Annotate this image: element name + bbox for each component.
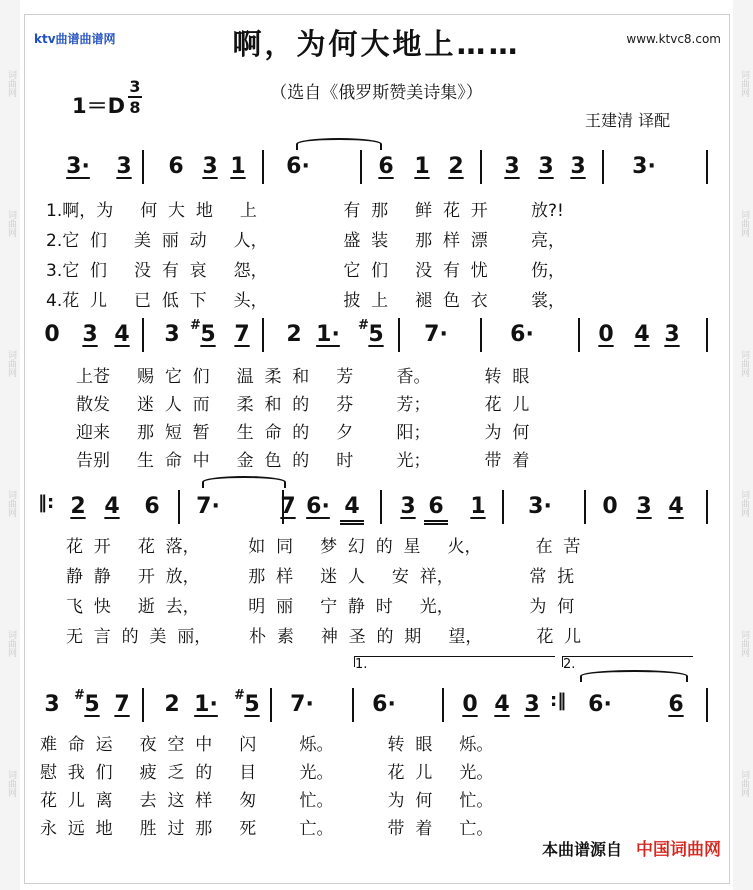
note: 3 [82, 322, 98, 347]
bar-line [602, 150, 604, 184]
note: 5 [84, 692, 100, 717]
note: 2 [164, 692, 180, 717]
note: 0 [602, 494, 618, 519]
note: 7· [196, 494, 220, 519]
note: 6· [588, 692, 612, 717]
note: 3· [632, 154, 656, 179]
bar-line [480, 150, 482, 184]
lyric-verse-2: 2.它 们 美 丽 动 人， 盛 装 那 样 漂 亮， [46, 231, 566, 251]
volta-1-label: 1. [355, 657, 368, 672]
note: 4 [668, 494, 684, 519]
bar-line [480, 318, 482, 352]
sharp-sign: # [358, 318, 369, 333]
lyric-verse-1: 难 命 运 夜 空 中 闪 烁。 转 眼 烁。 [40, 735, 494, 755]
note: 6 [168, 154, 184, 179]
note: 6 [378, 154, 394, 179]
bar-line [178, 490, 180, 524]
note: 5 [368, 322, 384, 347]
note: 6· [510, 322, 534, 347]
note: 5 [244, 692, 260, 717]
note: 3 [44, 692, 60, 717]
note: 3 [636, 494, 652, 519]
note: 4 [114, 322, 130, 347]
arranger-credit: 王建清 译配 [585, 111, 671, 130]
watermark-text: 词曲网 [6, 70, 16, 97]
watermark-text: 词曲网 [739, 210, 749, 237]
note: 3 [524, 692, 540, 717]
note: 4 [634, 322, 650, 347]
lyric-verse-2: 散发 迷 人 而 柔 和 的 芬 芳； 花 儿 [76, 395, 530, 415]
bar-line [262, 150, 264, 184]
lyric-verse-4: 永 远 地 胜 过 那 死 亡。 带 着 亡。 [40, 819, 494, 839]
note: 3 [664, 322, 680, 347]
note: 0 [462, 692, 478, 717]
bar-line [142, 688, 144, 722]
final-bar-line [706, 688, 708, 722]
site-logo-text: ktv曲谱曲谱网 [34, 32, 116, 46]
lyric-verse-2: 慰 我 们 疲 乏 的 目 光。 花 儿 光。 [40, 763, 494, 783]
bar-line [380, 490, 382, 524]
score-row-2 [0, 318, 753, 471]
note: 7 [114, 692, 130, 717]
watermark-text: 词曲网 [739, 490, 749, 517]
note: 2 [70, 494, 86, 519]
time-signature [128, 78, 142, 116]
bar-line [142, 150, 144, 184]
lyric-verse-2: 静 静 开 放， 那 样 迷 人 安 祥， 常 抚 [66, 567, 575, 587]
source-credit [542, 835, 721, 860]
note: 1· [316, 322, 340, 347]
site-url: www.ktvc8.com [626, 32, 721, 46]
first-ending-bracket [354, 656, 555, 672]
note: 4 [494, 692, 510, 717]
note: 3 [202, 154, 218, 179]
bar-line [360, 150, 362, 184]
watermark-text: 词曲网 [6, 210, 16, 237]
lyric-verse-3: 飞 快 逝 去， 明 丽 宁 静 时 光， 为 何 [66, 597, 575, 617]
bar-line [706, 318, 708, 352]
score-row-1 [0, 150, 753, 311]
watermark-text: 词曲网 [6, 350, 16, 377]
note: 7· [424, 322, 448, 347]
sharp-sign: # [190, 318, 201, 333]
watermark-text: 词曲网 [6, 630, 16, 657]
source-site-name[interactable]: 中国词曲网 [636, 840, 721, 860]
watermark-text: 词曲网 [739, 350, 749, 377]
watermark-text: 词曲网 [739, 630, 749, 657]
score-row-4 [0, 657, 753, 839]
bar-line [706, 490, 708, 524]
watermark-text: 词曲网 [739, 70, 749, 97]
note: 7 [280, 494, 296, 519]
tie-slur [580, 670, 688, 682]
bar-line [706, 150, 708, 184]
note: 3 [400, 494, 416, 519]
volta-2-label: 2. [563, 657, 576, 672]
note: 3 [504, 154, 520, 179]
bar-line [502, 490, 504, 524]
note: 6· [372, 692, 396, 717]
note: 3· [528, 494, 552, 519]
bar-line [262, 318, 264, 352]
tie-slur [202, 476, 286, 488]
sharp-sign: # [74, 688, 85, 703]
note: 0 [598, 322, 614, 347]
song-title: 啊，为何大地上…… [232, 27, 521, 61]
bar-line [442, 688, 444, 722]
bar-line [584, 490, 586, 524]
note: 0 [44, 322, 60, 347]
lyric-verse-3: 迎来 那 短 暂 生 命 的 夕 阳； 为 何 [76, 423, 530, 443]
note: 2 [286, 322, 302, 347]
note: 3 [538, 154, 554, 179]
note: 6· [286, 154, 310, 179]
note: 1 [230, 154, 246, 179]
note: 1· [194, 692, 218, 717]
note: 6 [144, 494, 160, 519]
watermark-text: 词曲网 [6, 770, 16, 797]
note: 6 [668, 692, 684, 717]
lyric-verse-3: 花 儿 离 去 这 样 匆 忙。 为 何 忙。 [40, 791, 494, 811]
bar-line [352, 688, 354, 722]
sharp-sign: # [234, 688, 245, 703]
lyric-verse-4: 4.花 儿 已 低 下 头， 披 上 褪 色 衣 裳， [46, 291, 566, 311]
song-subtitle: （选自《俄罗斯赞美诗集》） [270, 83, 483, 103]
note: 3 [116, 154, 132, 179]
lyric-verse-3: 3.它 们 没 有 哀 怨， 它 们 没 有 忧 伤， [46, 261, 566, 281]
lyric-verse-4: 无 言 的 美 丽， 朴 素 神 圣 的 期 望， 花 儿 [66, 627, 582, 647]
note: 4 [104, 494, 120, 519]
note: 3· [66, 154, 90, 179]
note: 6· [306, 494, 330, 519]
second-ending-bracket [562, 656, 693, 672]
note: 5 [200, 322, 216, 347]
bar-line [270, 688, 272, 722]
lyric-verse-1: 1.啊，为 何 大 地 上 有 那 鲜 花 开 放?! [46, 201, 564, 221]
time-denominator: 8 [129, 98, 141, 117]
bar-line [398, 318, 400, 352]
note: 3 [164, 322, 180, 347]
lyric-verse-1: 上苍 赐 它 们 温 柔 和 芳 香。 转 眼 [76, 367, 530, 387]
watermark-text: 词曲网 [6, 490, 16, 517]
time-numerator: 3 [129, 77, 141, 96]
note: 7· [290, 692, 314, 717]
note: 3 [570, 154, 586, 179]
note: 7 [234, 322, 250, 347]
source-label: 本曲谱源自 [541, 840, 622, 859]
bar-line [142, 318, 144, 352]
repeat-start-sign: ‖: [38, 492, 55, 513]
note: 6 [424, 494, 448, 525]
note: 4 [340, 494, 364, 525]
note: 1 [470, 494, 486, 519]
watermark-text: 词曲网 [739, 770, 749, 797]
lyric-verse-4: 告别 生 命 中 金 色 的 时 光； 带 着 [76, 451, 530, 471]
key-signature: 1＝D [72, 94, 126, 118]
lyric-verse-1: 花 开 花 落， 如 同 梦 幻 的 星 火， 在 苦 [66, 537, 581, 557]
repeat-end-sign: :‖ [550, 690, 567, 711]
bar-line [578, 318, 580, 352]
note: 1 [414, 154, 430, 179]
tie-slur [296, 138, 382, 150]
note: 2 [448, 154, 464, 179]
